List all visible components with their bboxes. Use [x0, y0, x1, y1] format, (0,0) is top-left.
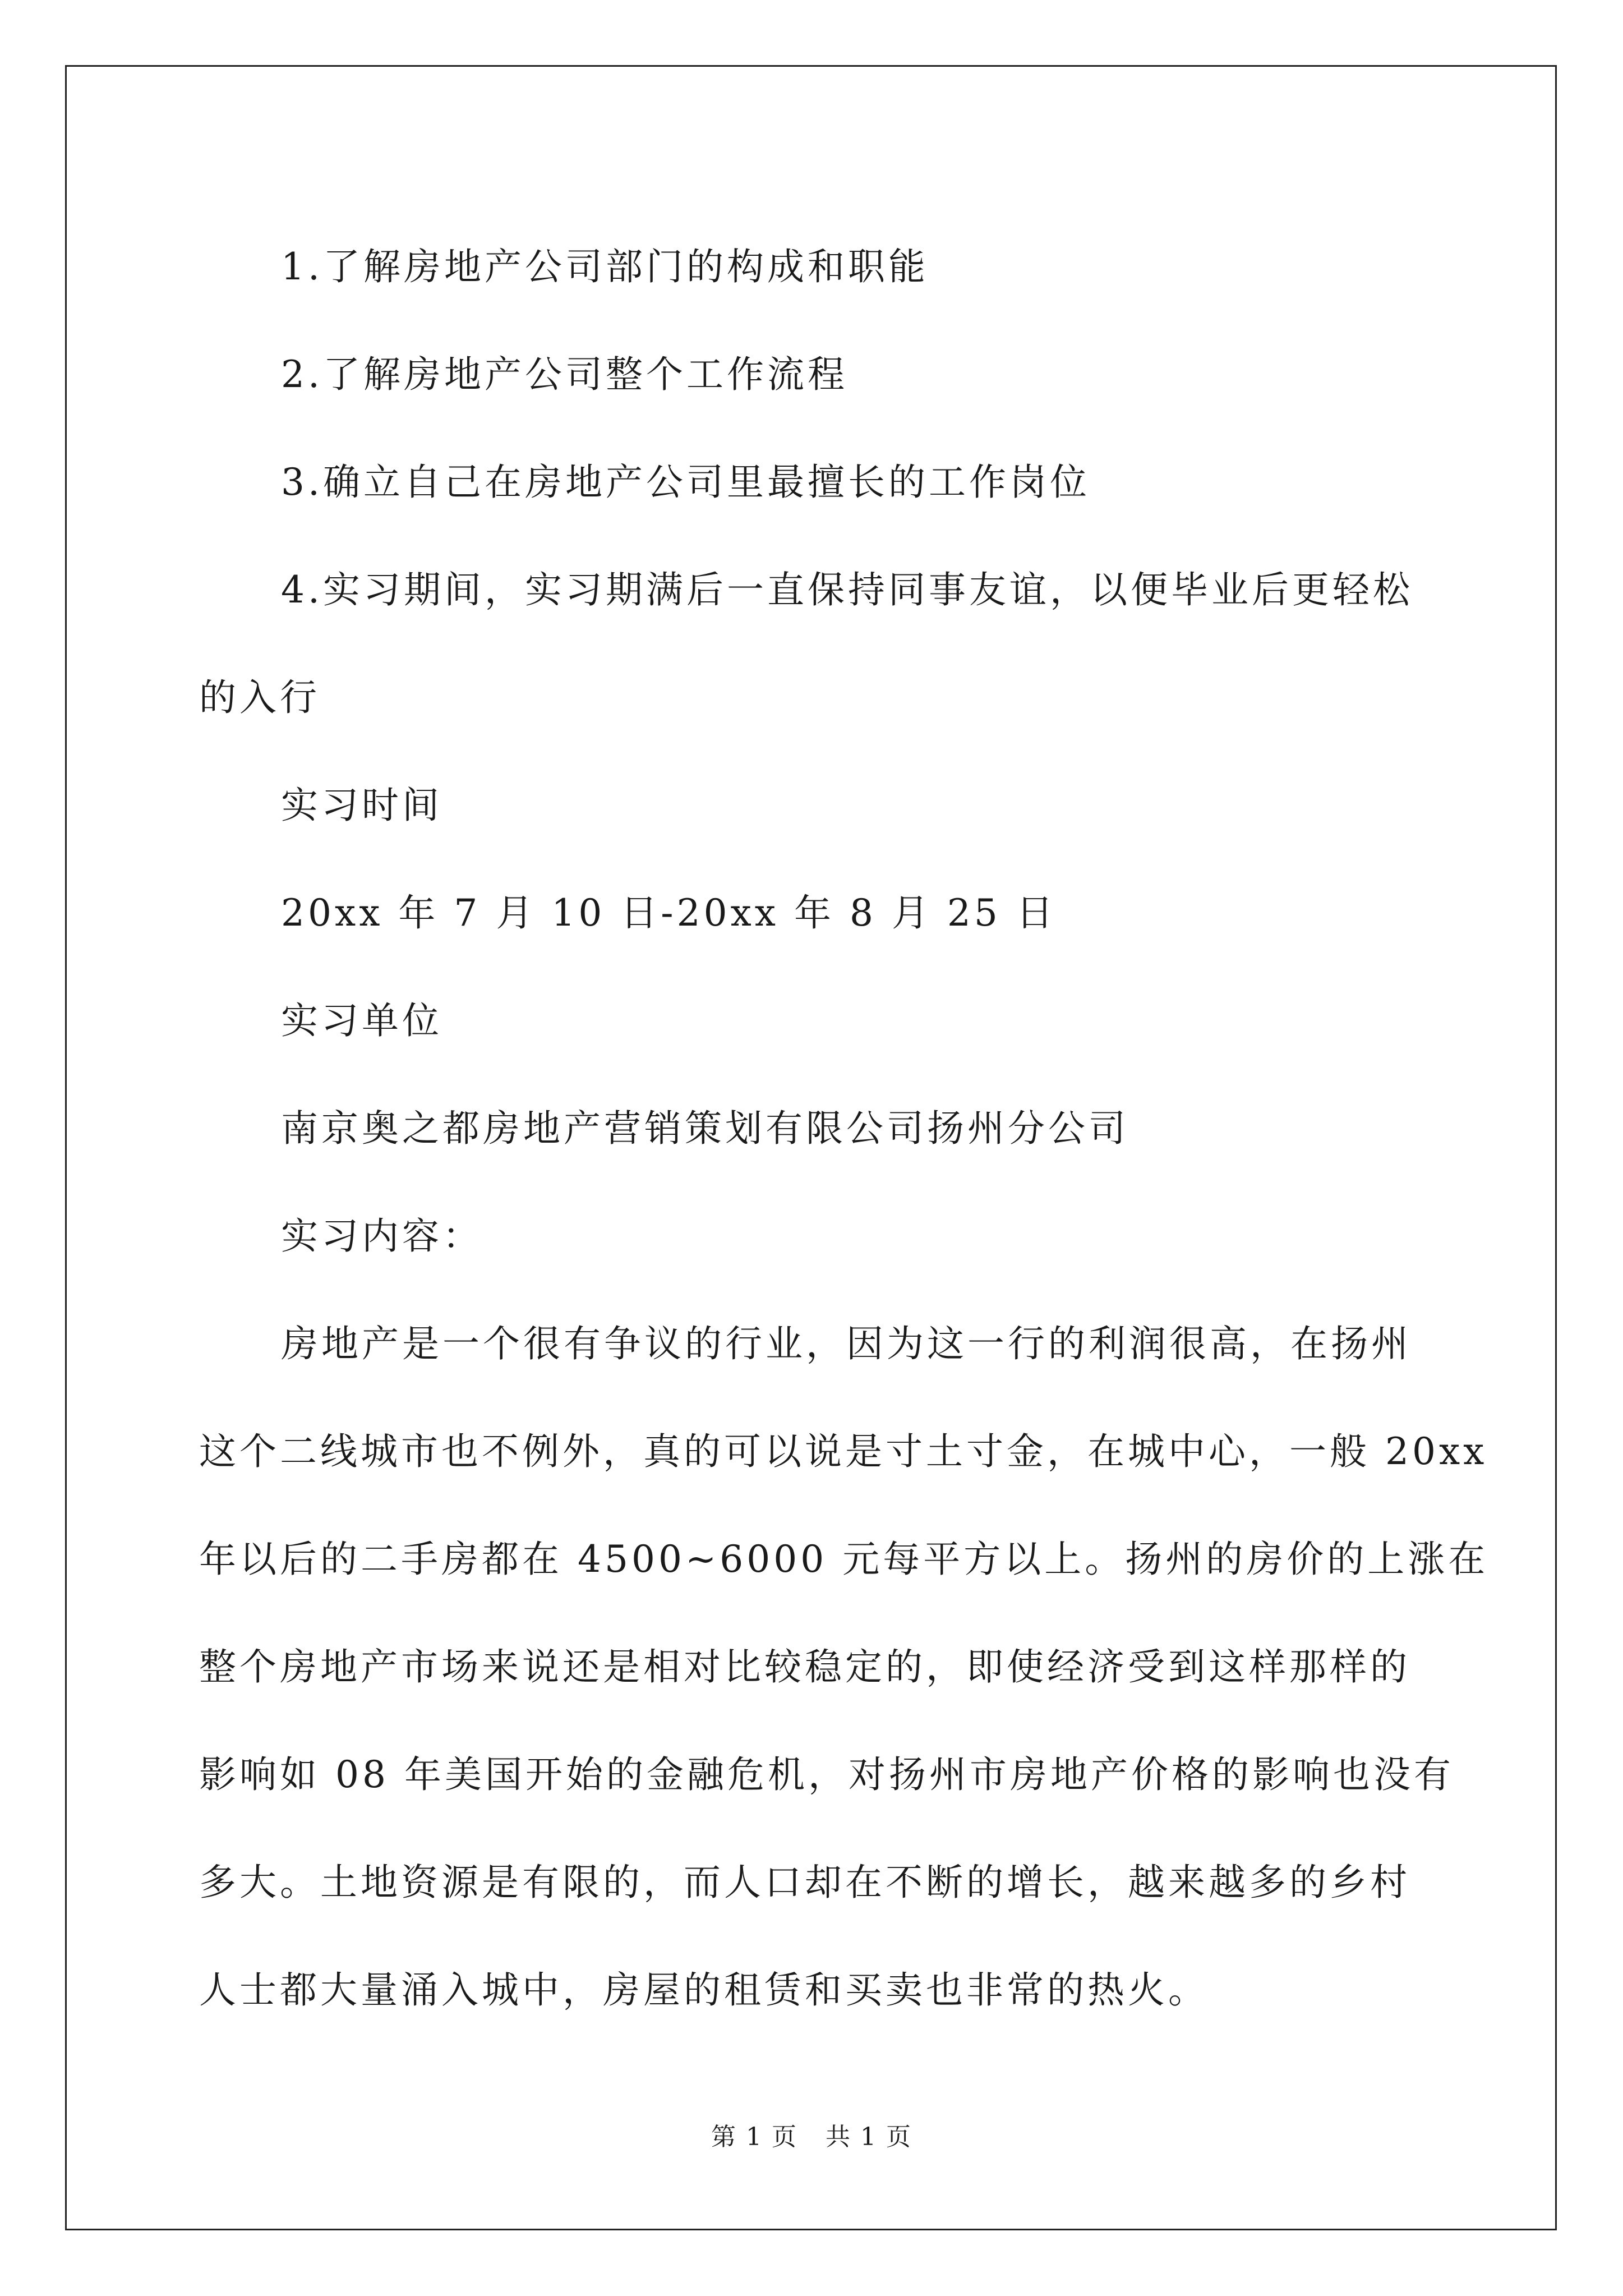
page-total: 共 1 页 — [826, 2123, 912, 2151]
paragraph-1 — [199, 213, 1427, 321]
paragraph-line: 年以后的二手房都在 4500~6000 元每平方以上。扬州的房价的上涨在 — [199, 1538, 1489, 1581]
paragraph-3 — [199, 429, 1427, 536]
document-body — [199, 213, 1489, 2044]
paragraph-line: 这个二线城市也不例外，真的可以说是寸土寸金，在城中心，一般 20xx — [199, 1430, 1488, 1473]
paragraph-line: 的入行 — [199, 676, 320, 719]
paragraph-line: 整个房地产市场来说还是相对比较稳定的，即使经济受到这样那样的 — [199, 1645, 1410, 1688]
page-number: 第 1 页 — [711, 2123, 797, 2151]
paragraph-2 — [199, 321, 1427, 429]
paragraph-line: 4.实习期间，实习期满后一直保持同事友谊，以便毕业后更轻松 — [281, 568, 1413, 611]
paragraph-line: 影响如 08 年美国开始的金融危机，对扬州市房地产价格的影响也没有 — [199, 1753, 1454, 1796]
section-heading-internship-time — [199, 752, 1427, 859]
paragraph-line: 人士都大量涌入城中，房屋的租赁和买卖也非常的热火。 — [199, 1968, 1209, 2012]
page-footer — [0, 2120, 1623, 2154]
section-heading-internship-unit — [199, 967, 1427, 1075]
internship-company — [199, 1075, 1427, 1182]
paragraph-line: 20xx 年 7 月 10 日-20xx 年 8 月 25 日 — [281, 891, 1057, 935]
section-heading-internship-content — [199, 1182, 1427, 1290]
paragraph-line: 1.了解房地产公司部门的构成和职能 — [281, 245, 929, 288]
paragraph-content — [199, 1290, 1489, 2044]
paragraph-line: 南京奥之都房地产营销策划有限公司扬州分公司 — [281, 1107, 1129, 1150]
paragraph-line: 实习时间 — [281, 784, 442, 827]
paragraph-line: 实习内容： — [281, 1214, 483, 1258]
paragraph-line: 3.确立自己在房地产公司里最擅长的工作岗位 — [281, 461, 1090, 504]
paragraph-line: 2.了解房地产公司整个工作流程 — [281, 353, 848, 396]
paragraph-line: 房地产是一个很有争议的行业，因为这一行的利润很高，在扬州 — [281, 1322, 1412, 1365]
paragraph-4 — [199, 536, 1427, 752]
internship-dates — [199, 859, 1427, 967]
paragraph-line: 实习单位 — [281, 999, 442, 1042]
paragraph-line: 多大。土地资源是有限的，而人口却在不断的增长，越来越多的乡村 — [199, 1861, 1410, 1904]
